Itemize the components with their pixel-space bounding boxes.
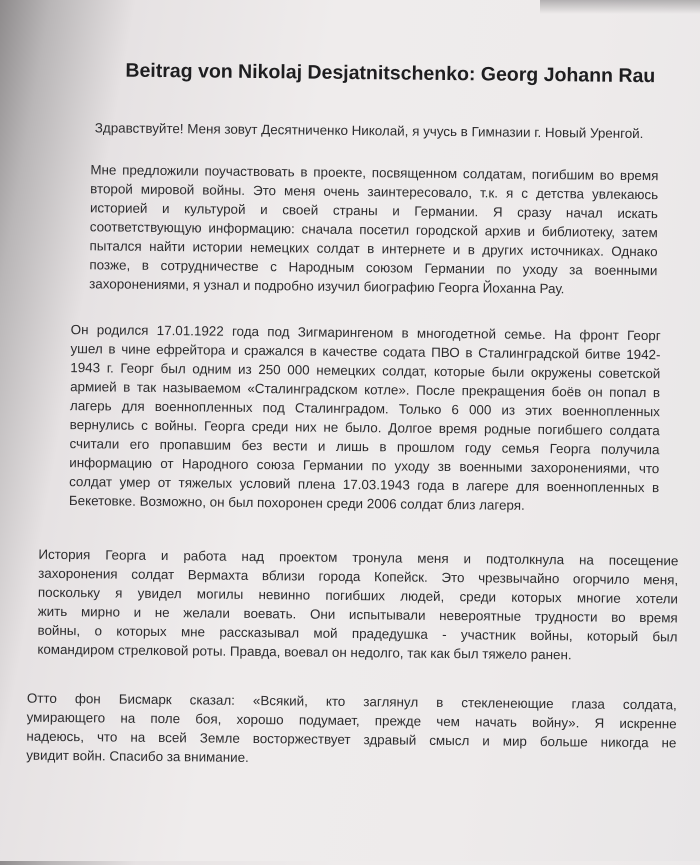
text-line: вернулись с войны. Георга среди них не было. Долгое время родные погибшего солдата <box>69 417 660 439</box>
text-line: надеюсь, что на всей Земле восторжествует здравый смысл и мир больше никогда не <box>26 728 677 751</box>
text-line: лагерь для военнопленных под Сталинградом. Только 6 000 из этих военнопленных <box>69 398 660 420</box>
paragraph-conclusion <box>26 689 677 772</box>
text-line: Отто фон Бисмарк сказал: «Всякий, кто заглянул в стекленеющие глаза солдата, <box>26 690 677 713</box>
text-line: поскольку я увидел могилы невинно погибших людей, среди которых многие хотели <box>37 584 679 607</box>
text-line: считали его пропавшим без вести и лишь в прошлом году семья Георга получила <box>69 436 660 458</box>
text-line: солдат умер от тяжелых условий плена 17.03.1943 года в лагере для военнопленных в <box>69 474 660 496</box>
text-line: армией в так называемом «Сталинградском котле». После прекращения боёв он попал в <box>70 379 661 401</box>
text-line: захоронения солдат Вермахта вблизи города Копейск. Это чрезвычайно огорчило меня, <box>38 565 679 588</box>
text-line: пытался найти истории немецких солдат в интернете и в других источниках. Однако <box>89 238 658 260</box>
text-line: Он родился 17.01.1922 года под Зигмарингеном в многодетной семье. На фронт Георг <box>70 322 661 344</box>
text-line: 1943 г. Георг был одним из 250 000 немецких солдат, которые были окружены советской <box>70 360 661 382</box>
greeting-paragraph <box>95 118 655 143</box>
greeting-line: Здравствуйте! Меня зовут Десятниченко Николай, я учусь в Гимназии г. Новый Уренгой. <box>94 120 644 142</box>
text-line: соответствующую информацию: сначала посетил городской архив и библиотеку, затем <box>89 219 658 241</box>
paragraph-project <box>89 160 658 299</box>
text-line: умирающего на поле боя, хорошо подумает, прежде чем начать войну». Я искренне <box>26 709 677 732</box>
document-title: Beitrag von Nikolaj Desjatnitschenko: Georg Johann Rau <box>125 59 656 88</box>
text-line: увидит войн. Спасибо за внимание. <box>26 747 249 765</box>
text-line: информацию от Народного союза Германии по уходу зв военными захоронениями, что <box>69 455 660 477</box>
paragraph-biography <box>69 320 661 516</box>
text-line: История Георга и работа над проектом тронула меня и подтолкнула на посещение <box>38 546 679 569</box>
text-line: войны, о которых мне рассказывал мой прадедушка - участник войны, который был <box>37 622 678 645</box>
text-line: ушел в чине ефрейтора и сражался в качестве содата ПВО в Сталинградской битве 1942- <box>70 341 661 363</box>
text-line: историей и культурой и своей страны и Германии. Я сразу начал искать <box>89 200 659 222</box>
text-line: Мне предложили поучаствовать в проекте, посвященном солдатам, погибшим во время <box>90 162 659 184</box>
text-line: жить мирно и не желали воевать. Они испытывали невероятные трудности во время <box>37 603 678 626</box>
text-line: Бекетовке. Возможно, он был похоронен среди 2006 солдат близ лагеря. <box>68 493 525 513</box>
text-line: захоронениями, я узнал и подробно изучил биографию Георга Йоханна Рау. <box>89 276 565 297</box>
text-line: позже, в сотрудничестве с Народным союзом Германии по уходу за военными <box>89 257 658 279</box>
text-line: второй мировой войны. Это меня очень заинтересовало, т.к. я с детства увлекаюсь <box>90 181 659 203</box>
text-line: командиром стрелковой роты. Правда, воевал он недолго, так как был тяжело ранен. <box>37 641 572 663</box>
paragraph-reflection <box>37 545 678 666</box>
